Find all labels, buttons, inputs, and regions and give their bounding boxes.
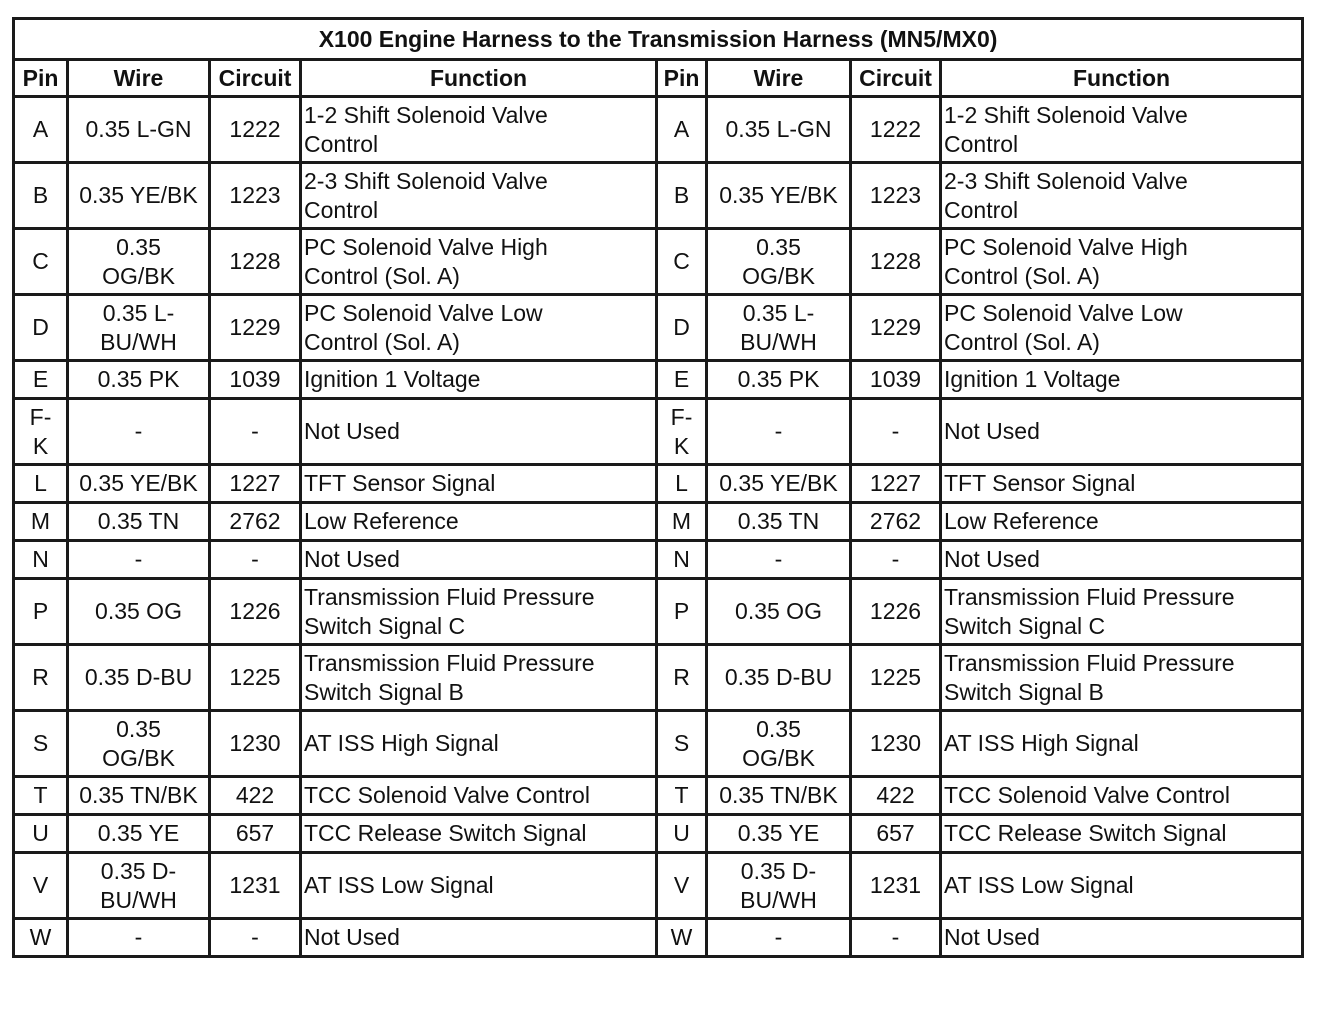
wire-cell (707, 777, 851, 815)
function-cell-line: Low Reference (304, 508, 459, 534)
circuit-cell: 1230 (210, 711, 301, 777)
function-cell (941, 711, 1303, 777)
function-cell (301, 295, 657, 361)
function-cell (941, 645, 1303, 711)
pin-cell (657, 541, 707, 579)
wire-cell (707, 645, 851, 711)
pin-cell-line: A (32, 116, 49, 142)
circuit-cell: - (210, 919, 301, 957)
wire-cell-line: 0.35 L- (742, 299, 815, 326)
function-cell-line: AT ISS Low Signal (304, 872, 494, 898)
function-cell (941, 919, 1303, 957)
function-cell (301, 229, 657, 295)
function-cell-line: Not Used (944, 924, 1040, 950)
wire-cell-line: 0.35 OG (95, 598, 182, 624)
function-cell (301, 645, 657, 711)
table-row (14, 97, 1303, 163)
table-row (14, 399, 1303, 465)
circuit-cell: 1222 (851, 97, 941, 163)
wire-cell-line: 0.35 PK (737, 366, 820, 392)
pin-cell (14, 853, 68, 919)
pin-cell (657, 361, 707, 399)
function-cell (941, 229, 1303, 295)
function-cell (301, 97, 657, 163)
header-pin: Pin (14, 60, 68, 97)
wire-cell (68, 97, 210, 163)
function-cell-line: TCC Solenoid Valve Control (304, 782, 590, 808)
circuit-cell: - (851, 541, 941, 579)
circuit-cell: 1227 (210, 465, 301, 503)
pin-cell (657, 295, 707, 361)
circuit-cell: 2762 (851, 503, 941, 541)
table-title: X100 Engine Harness to the Transmission Harness (MN5/MX0) (14, 19, 1303, 60)
circuit-cell: 1223 (210, 163, 301, 229)
function-cell-line: AT ISS Low Signal (944, 872, 1134, 898)
table-row (14, 645, 1303, 711)
header-function: Function (941, 60, 1303, 97)
pin-cell (657, 711, 707, 777)
function-cell-line: PC Solenoid Valve High (944, 233, 1188, 260)
function-cell-line: Control (944, 196, 1019, 223)
circuit-cell: 1225 (210, 645, 301, 711)
pin-cell-line: M (30, 508, 51, 534)
pin-cell-line: E (32, 366, 49, 392)
pin-cell-line: C (673, 248, 690, 274)
function-cell (301, 163, 657, 229)
wire-cell-line: BU/WH (100, 328, 177, 355)
table-row (14, 711, 1303, 777)
pin-cell-line: D (32, 314, 49, 340)
pin-cell-line: P (32, 598, 49, 624)
table-row (14, 919, 1303, 957)
wire-cell-line: 0.35 L- (102, 299, 175, 326)
wire-cell (68, 503, 210, 541)
header-pin: Pin (657, 60, 707, 97)
function-cell-line: PC Solenoid Valve Low (944, 299, 1183, 326)
pin-cell (657, 919, 707, 957)
pin-cell (14, 163, 68, 229)
pin-cell-line: N (32, 546, 49, 572)
wire-cell (707, 465, 851, 503)
function-cell-line: Not Used (304, 924, 400, 950)
function-cell-line: Ignition 1 Voltage (304, 366, 481, 392)
circuit-cell: - (851, 399, 941, 465)
wire-cell (707, 361, 851, 399)
pin-cell (657, 645, 707, 711)
wire-cell-line: 0.35 OG (735, 598, 822, 624)
pin-cell (14, 97, 68, 163)
circuit-cell: 1225 (851, 645, 941, 711)
wire-cell-line: 0.35 TN (737, 508, 820, 534)
table-row (14, 295, 1303, 361)
circuit-cell: 1228 (851, 229, 941, 295)
harness-table (12, 17, 1304, 958)
function-cell-line: AT ISS High Signal (944, 730, 1139, 756)
function-cell-line: TCC Solenoid Valve Control (944, 782, 1230, 808)
circuit-cell: 657 (210, 815, 301, 853)
wire-cell-line: 0.35 TN/BK (79, 782, 198, 808)
pin-cell (14, 777, 68, 815)
header-function: Function (301, 60, 657, 97)
function-cell (301, 579, 657, 645)
wire-cell (68, 579, 210, 645)
function-cell (941, 361, 1303, 399)
wire-cell-line: 0.35 YE/BK (79, 470, 198, 496)
pin-cell (14, 919, 68, 957)
table-row (14, 815, 1303, 853)
circuit-cell: 1227 (851, 465, 941, 503)
circuit-cell: 1226 (210, 579, 301, 645)
table-row (14, 163, 1303, 229)
pin-cell-line: A (673, 116, 690, 142)
function-cell-line: Control (304, 130, 379, 157)
pin-cell-line: V (32, 872, 49, 898)
function-cell (941, 97, 1303, 163)
function-cell-line: 2-3 Shift Solenoid Valve (944, 167, 1188, 194)
circuit-cell: 1228 (210, 229, 301, 295)
wire-cell-line: 0.35 (116, 233, 161, 260)
pin-cell-line: M (671, 508, 692, 534)
pin-cell (14, 229, 68, 295)
pin-cell-line: B (32, 182, 49, 208)
wire-cell (707, 815, 851, 853)
wire-cell (68, 361, 210, 399)
table-row (14, 361, 1303, 399)
function-cell-line: PC Solenoid Valve Low (304, 299, 543, 326)
pin-cell-line: K (32, 432, 49, 459)
circuit-cell: - (210, 399, 301, 465)
wire-cell-line: 0.35 L-GN (85, 116, 192, 142)
wire-cell-line: 0.35 PK (97, 366, 180, 392)
function-cell-line: Not Used (304, 546, 400, 572)
function-cell-line: Switch Signal C (304, 612, 466, 639)
function-cell-line: Control (Sol. A) (304, 262, 460, 289)
wire-cell-line: - (774, 418, 783, 444)
wire-cell (707, 295, 851, 361)
pin-cell (657, 163, 707, 229)
function-cell-line: Ignition 1 Voltage (944, 366, 1121, 392)
wire-cell-line: 0.35 (756, 233, 801, 260)
wire-cell (68, 295, 210, 361)
wire-cell-line: 0.35 YE (737, 820, 820, 846)
circuit-cell: - (851, 919, 941, 957)
pin-cell (657, 815, 707, 853)
pin-cell-line: B (673, 182, 690, 208)
pin-cell (14, 815, 68, 853)
pin-cell-line: L (675, 470, 688, 496)
wire-cell (68, 541, 210, 579)
pin-cell-line: C (32, 248, 49, 274)
circuit-cell: 2762 (210, 503, 301, 541)
circuit-cell: 657 (851, 815, 941, 853)
wire-cell (68, 229, 210, 295)
circuit-cell: 1229 (851, 295, 941, 361)
pin-cell (14, 579, 68, 645)
circuit-cell: 1229 (210, 295, 301, 361)
circuit-cell: 1231 (851, 853, 941, 919)
pin-cell (657, 853, 707, 919)
circuit-cell: 1039 (851, 361, 941, 399)
pin-cell (657, 399, 707, 465)
function-cell-line: Control (304, 196, 379, 223)
pin-cell (657, 229, 707, 295)
pin-cell (657, 465, 707, 503)
function-cell-line: Not Used (944, 546, 1040, 572)
function-cell-line: Switch Signal B (944, 678, 1104, 705)
table-row (14, 541, 1303, 579)
pin-cell-line: R (32, 664, 49, 690)
pin-cell-line: R (673, 664, 690, 690)
wire-cell (68, 163, 210, 229)
pin-cell (14, 399, 68, 465)
wire-cell (707, 541, 851, 579)
table-row (14, 465, 1303, 503)
wire-cell-line: - (774, 924, 783, 950)
function-cell-line: Control (Sol. A) (944, 328, 1100, 355)
function-cell (301, 919, 657, 957)
wire-cell-line: 0.35 YE/BK (79, 182, 198, 208)
function-cell-line: Transmission Fluid Pressure (304, 583, 595, 610)
wire-cell-line: 0.35 D-BU (724, 664, 833, 690)
wire-cell-line: OG/BK (742, 744, 815, 771)
function-cell (941, 815, 1303, 853)
wire-cell (68, 711, 210, 777)
pin-cell-line: L (34, 470, 47, 496)
pin-cell (14, 295, 68, 361)
pin-cell-line: N (673, 546, 690, 572)
function-cell (941, 853, 1303, 919)
pin-cell (657, 777, 707, 815)
table-row (14, 853, 1303, 919)
function-cell (941, 295, 1303, 361)
wire-cell-line: OG/BK (742, 262, 815, 289)
wire-cell (707, 711, 851, 777)
function-cell-line: TFT Sensor Signal (304, 470, 496, 496)
function-cell (301, 503, 657, 541)
wire-cell (68, 645, 210, 711)
circuit-cell: 1230 (851, 711, 941, 777)
table-body (14, 97, 1303, 957)
function-cell-line: TCC Release Switch Signal (304, 820, 587, 846)
wire-cell-line: 0.35 (116, 715, 161, 742)
pin-cell-line: S (673, 730, 690, 756)
circuit-cell: 1222 (210, 97, 301, 163)
pin-cell-line: V (673, 872, 690, 898)
table-row (14, 229, 1303, 295)
pin-cell-line: F- (29, 403, 52, 430)
function-cell (301, 853, 657, 919)
wire-cell (707, 399, 851, 465)
pin-cell-line: T (33, 782, 48, 808)
wire-cell (707, 229, 851, 295)
function-cell (301, 399, 657, 465)
function-cell (301, 541, 657, 579)
function-cell-line: Control (Sol. A) (304, 328, 460, 355)
wire-cell (68, 399, 210, 465)
wire-cell (707, 579, 851, 645)
wire-cell (68, 919, 210, 957)
pin-cell (14, 645, 68, 711)
header-wire: Wire (707, 60, 851, 97)
function-cell-line: Transmission Fluid Pressure (944, 583, 1235, 610)
wire-cell (68, 815, 210, 853)
function-cell-line: AT ISS High Signal (304, 730, 499, 756)
pin-cell (14, 465, 68, 503)
wire-cell (68, 777, 210, 815)
circuit-cell: - (210, 541, 301, 579)
wire-cell-line: 0.35 L-GN (725, 116, 832, 142)
wire-cell (707, 919, 851, 957)
header-circuit: Circuit (210, 60, 301, 97)
wire-cell-line: - (134, 546, 143, 572)
wire-cell-line: BU/WH (100, 886, 177, 913)
circuit-cell: 422 (210, 777, 301, 815)
function-cell-line: 2-3 Shift Solenoid Valve (304, 167, 548, 194)
pin-cell (14, 541, 68, 579)
circuit-cell: 1223 (851, 163, 941, 229)
function-cell (941, 163, 1303, 229)
pin-cell-line: K (673, 432, 690, 459)
pin-cell-line: D (673, 314, 690, 340)
function-cell (941, 579, 1303, 645)
function-cell (301, 465, 657, 503)
wire-cell-line: OG/BK (102, 262, 175, 289)
function-cell-line: Switch Signal B (304, 678, 464, 705)
wire-cell-line: BU/WH (740, 886, 817, 913)
table-row (14, 777, 1303, 815)
pin-cell-line: W (29, 924, 52, 950)
wire-cell (707, 163, 851, 229)
table-row (14, 579, 1303, 645)
function-cell-line: Transmission Fluid Pressure (944, 649, 1235, 676)
function-cell (941, 399, 1303, 465)
circuit-cell: 1226 (851, 579, 941, 645)
pin-cell (14, 503, 68, 541)
pin-cell (657, 579, 707, 645)
pin-cell-line: T (674, 782, 689, 808)
wire-cell-line: 0.35 TN (97, 508, 180, 534)
function-cell-line: Not Used (304, 418, 400, 444)
pin-cell-line: U (32, 820, 49, 846)
pin-cell-line: P (673, 598, 690, 624)
function-cell-line: PC Solenoid Valve High (304, 233, 548, 260)
function-cell-line: Control (Sol. A) (944, 262, 1100, 289)
function-cell-line: Transmission Fluid Pressure (304, 649, 595, 676)
pin-cell-line: W (670, 924, 693, 950)
circuit-cell: 1039 (210, 361, 301, 399)
function-cell (301, 777, 657, 815)
function-cell (301, 711, 657, 777)
pin-cell-line: S (32, 730, 49, 756)
wire-cell-line: 0.35 YE/BK (719, 470, 838, 496)
pin-cell-line: E (673, 366, 690, 392)
function-cell (941, 777, 1303, 815)
function-cell-line: Low Reference (944, 508, 1099, 534)
circuit-cell: 1231 (210, 853, 301, 919)
wire-cell-line: - (134, 418, 143, 444)
function-cell (941, 541, 1303, 579)
function-cell-line: TFT Sensor Signal (944, 470, 1136, 496)
function-cell-line: Control (944, 130, 1019, 157)
function-cell-line: TCC Release Switch Signal (944, 820, 1227, 846)
function-cell-line: Switch Signal C (944, 612, 1106, 639)
wire-cell (707, 97, 851, 163)
header-wire: Wire (68, 60, 210, 97)
wire-cell (707, 853, 851, 919)
wire-cell-line: 0.35 YE/BK (719, 182, 838, 208)
wire-cell-line: - (134, 924, 143, 950)
function-cell-line: 1-2 Shift Solenoid Valve (944, 101, 1188, 128)
wire-cell (68, 465, 210, 503)
circuit-cell: 422 (851, 777, 941, 815)
wire-cell-line: 0.35 D-BU (84, 664, 193, 690)
wire-cell-line: - (774, 546, 783, 572)
wire-cell-line: 0.35 D- (100, 857, 177, 884)
wire-cell-line: 0.35 D- (740, 857, 817, 884)
pin-cell-line: F- (670, 403, 693, 430)
wire-cell (68, 853, 210, 919)
wire-cell-line: OG/BK (102, 744, 175, 771)
wire-cell-line: 0.35 YE (97, 820, 180, 846)
function-cell (941, 465, 1303, 503)
function-cell-line: 1-2 Shift Solenoid Valve (304, 101, 548, 128)
header-circuit: Circuit (851, 60, 941, 97)
function-cell-line: Not Used (944, 418, 1040, 444)
wire-cell-line: 0.35 TN/BK (719, 782, 838, 808)
wire-cell (707, 503, 851, 541)
wire-cell-line: BU/WH (740, 328, 817, 355)
function-cell (301, 361, 657, 399)
pin-cell-line: U (673, 820, 690, 846)
pin-cell (14, 361, 68, 399)
table-row (14, 503, 1303, 541)
pin-cell (657, 503, 707, 541)
wire-cell-line: 0.35 (756, 715, 801, 742)
pin-cell (14, 711, 68, 777)
function-cell (301, 815, 657, 853)
function-cell (941, 503, 1303, 541)
pin-cell (657, 97, 707, 163)
